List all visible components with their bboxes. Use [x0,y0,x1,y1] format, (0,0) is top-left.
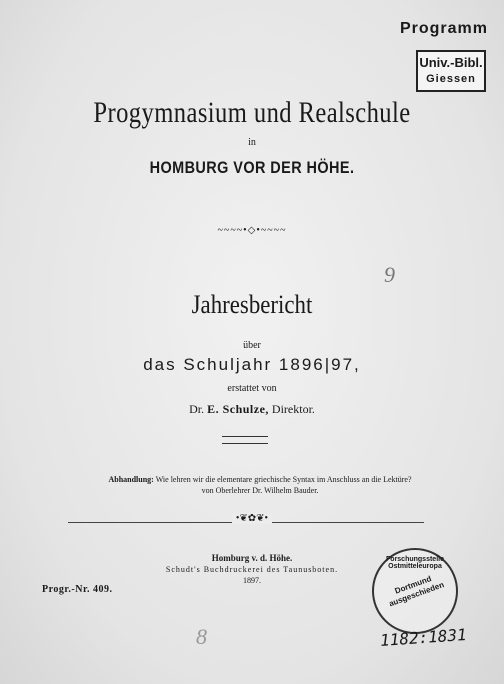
author-prefix: Dr. [189,402,205,416]
library-stamp [416,50,486,92]
report-title: Jahresbericht [191,290,313,319]
publisher-printer: Schudt's Buchdruckerei des Taunusboten. [165,565,339,574]
ueber-word: über [243,340,261,351]
treatise-label: Abhandlung: [108,475,154,484]
school-name: Progymnasium und Realschule [93,96,411,129]
author-role: Direktor. [271,402,315,416]
treatise-author: von Oberlehrer Dr. Wilhelm Bauder. [201,486,319,495]
erstattet-von: erstattet von [227,383,277,394]
author-name: E. Schulze, [207,402,269,416]
shelf-mark: 1182:1831 [379,624,468,651]
library-stamp-line1: Univ.-Bibl. [419,55,483,70]
pencil-note-top: 9 [384,262,395,287]
publisher-year: 1897. [243,576,261,585]
in-word: in [248,137,256,148]
ornament-divider: ~~~~•◇•~~~~ [217,225,287,236]
round-stamp-center-text: Dortmund ausgeschieden [387,574,446,609]
school-year: das Schuljahr 1896|97, [143,355,361,374]
treatise-block [60,474,460,496]
center-ornament: •❦✿❦• [0,513,504,524]
treatise-title: Wie lehren wir die elementare griechische Syntax im Anschluss an die Lektüre? [155,475,412,484]
double-rule [222,436,268,444]
round-stamp-ring-text: Forschungsstelle Ostmitteleuropa [386,556,444,570]
library-stamp-line2: Giessen [426,73,476,85]
author-line [0,402,504,417]
publisher-place: Homburg v. d. Höhe. [211,553,293,563]
city-name: HOMBURG VOR DER HÖHE. [149,158,355,177]
program-number: Progr.-Nr. 409. [42,584,113,595]
programm-label: Programm [399,20,488,37]
institute-round-stamp [372,548,458,634]
pencil-note-bottom: 8 [196,624,207,649]
